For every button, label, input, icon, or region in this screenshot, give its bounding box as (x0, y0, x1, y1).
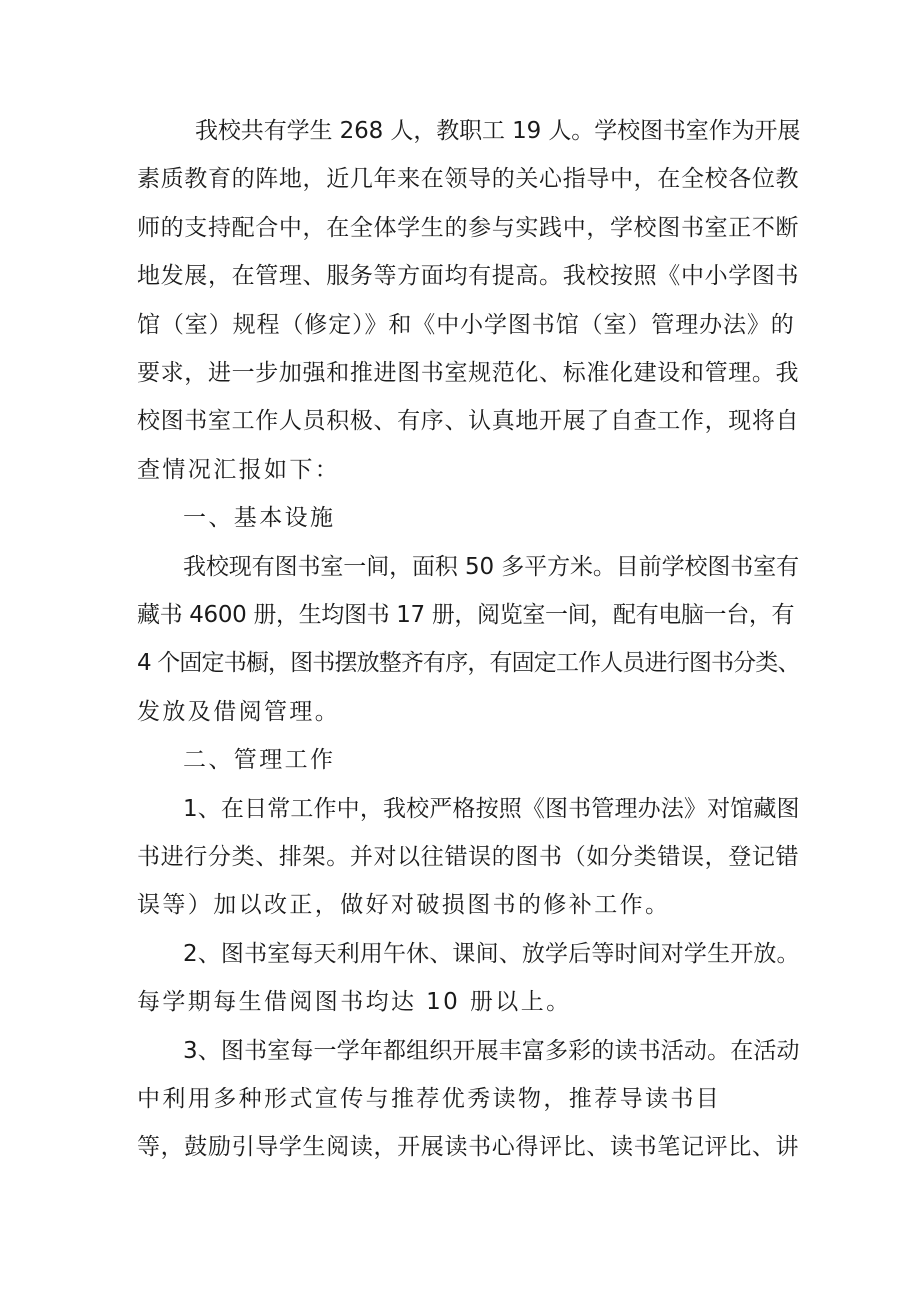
management-item2-line-2: 每学期每生借阅图书均达 10 册以上。 (137, 989, 572, 1015)
intro-line-2: 素质教育的阵地，近几年来在领导的关心指导中，在全校各位教 (137, 166, 800, 192)
intro-line-1: 我校共有学生 268 人，教职工 19 人。学校图书室作为开展 (195, 118, 801, 144)
intro-line-6: 要求，进一步加强和推进图书室规范化、标准化建设和管理。我 (137, 360, 800, 386)
management-item1-line-1: 1、在日常工作中，我校严格按照《图书管理办法》对馆藏图 (183, 796, 800, 822)
section-heading-management: 二、管理工作 (183, 747, 336, 773)
intro-line-5: 馆（室）规程（修定）》和《中小学图书馆（室）管理办法》的 (137, 312, 795, 338)
management-item1-line-3: 误等）加以改正，做好对破损图书的修补工作。 (137, 892, 671, 918)
management-item1-line-2: 书进行分类、排架。并对以往错误的图书（如分类错误，登记错 (137, 844, 800, 870)
facilities-line-3: 4 个固定书橱，图书摆放整齐有序，有固定工作人员进行图书分类、 (137, 650, 800, 676)
management-item3-line-3: 等，鼓励引导学生阅读，开展读书心得评比、读书笔记评比、讲 (137, 1134, 800, 1160)
facilities-line-4: 发放及借阅管理。 (137, 699, 341, 725)
management-item2-line-1: 2、图书室每天利用午休、课间、放学后等时间对学生开放。 (183, 941, 800, 967)
intro-line-3: 师的支持配合中，在全体学生的参与实践中，学校图书室正不断 (137, 215, 800, 241)
facilities-line-2: 藏书 4600 册，生均图书 17 册，阅览室一间，配有电脑一台，有 (137, 602, 795, 628)
intro-line-4: 地发展，在管理、服务等方面均有提高。我校按照《中小学图书 (137, 263, 800, 289)
management-item3-line-1: 3、图书室每一学年都组织开展丰富多彩的读书活动。在活动 (183, 1038, 800, 1064)
intro-line-7: 校图书室工作人员积极、有序、认真地开展了自查工作，现将自 (137, 408, 800, 434)
section-heading-facilities: 一、基本设施 (183, 505, 336, 531)
intro-line-8: 查情况汇报如下： (137, 457, 341, 483)
management-item3-line-2: 中利用多种形式宣传与推荐优秀读物，推荐导读书目 (137, 1086, 722, 1112)
facilities-line-1: 我校现有图书室一间，面积 50 多平方米。目前学校图书室有 (183, 554, 799, 580)
